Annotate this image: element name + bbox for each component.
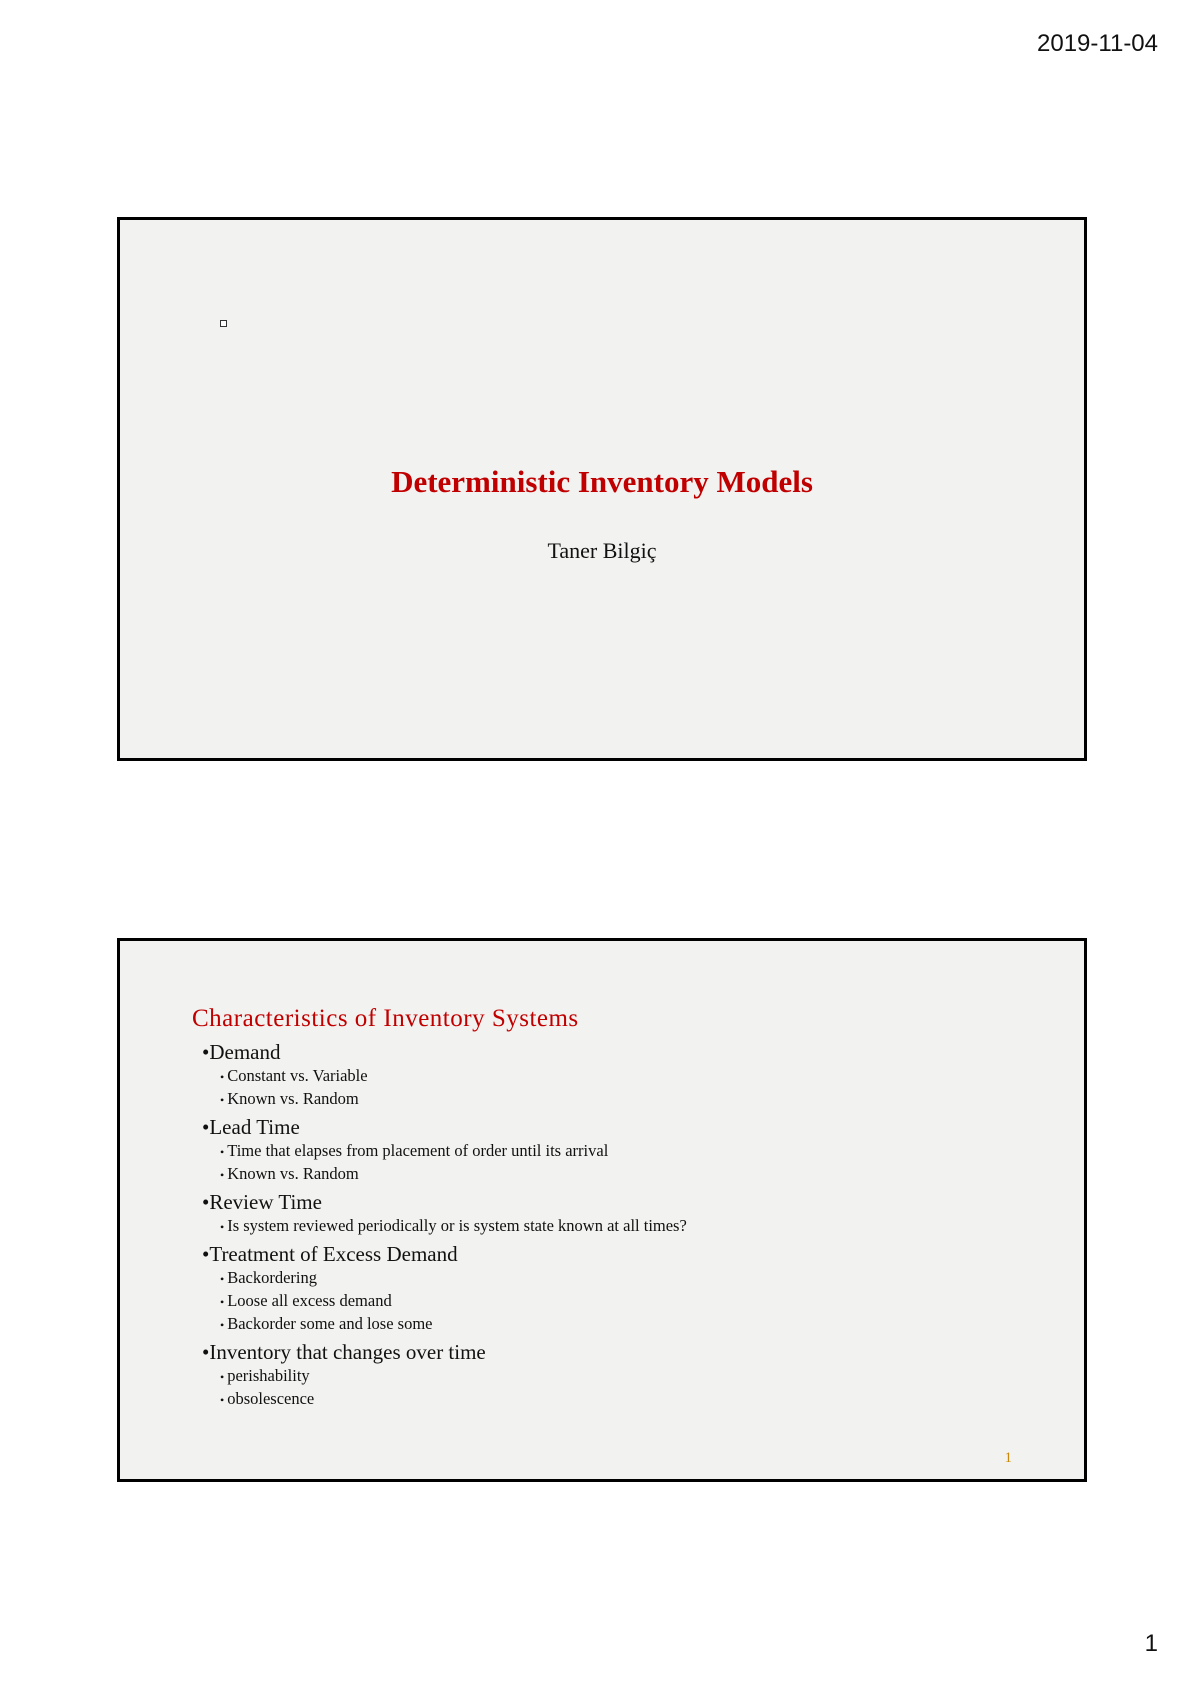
sub-bullet-text: obsolescence: [227, 1389, 315, 1408]
slide-number: 1: [1004, 1450, 1012, 1466]
sub-bullet-text: Known vs. Random: [227, 1089, 359, 1108]
slide-title: Characteristics of Inventory Systems: [192, 1005, 579, 1032]
bullet-demand: •Demand: [202, 1040, 281, 1064]
sub-bullet: • Backordering: [220, 1268, 318, 1287]
sub-bullet-text: perishability: [227, 1366, 310, 1385]
title-slide: [117, 217, 1087, 761]
sub-bullet: • Known vs. Random: [220, 1089, 359, 1108]
sub-bullet: • Known vs. Random: [220, 1164, 359, 1183]
sub-bullet-text: Constant vs. Variable: [227, 1066, 368, 1085]
sub-bullet-text: Loose all excess demand: [227, 1291, 392, 1310]
bullet-lead-time: •Lead Time: [202, 1115, 300, 1139]
sub-bullet: • Is system reviewed periodically or is system state known at all times?: [220, 1216, 687, 1235]
sub-bullet: • Backorder some and lose some: [220, 1314, 433, 1333]
sub-bullet-text: Backorder some and lose some: [227, 1314, 433, 1333]
sub-bullet: • Constant vs. Variable: [220, 1066, 368, 1085]
bullet-list: [202, 1039, 1002, 1411]
slide-author: Taner Bilgiç: [547, 538, 657, 563]
slide-title: Deterministic Inventory Models: [391, 464, 813, 499]
sub-bullet: • Time that elapses from placement of order until its arrival: [220, 1141, 609, 1160]
sub-bullet: • Loose all excess demand: [220, 1291, 392, 1310]
sub-bullet-text: Known vs. Random: [227, 1164, 359, 1183]
bullet-inventory-changes: •Inventory that changes over time: [202, 1340, 486, 1364]
placeholder-square-icon: [220, 320, 227, 327]
page-date: 2019-11-04: [1037, 30, 1158, 57]
sub-bullet-text: Backordering: [227, 1268, 318, 1287]
sub-bullet: • perishability: [220, 1366, 310, 1385]
content-slide: [117, 938, 1087, 1482]
bullet-review-time: •Review Time: [202, 1190, 322, 1214]
bullet-excess-demand: •Treatment of Excess Demand: [202, 1242, 458, 1266]
page-number: 1: [1144, 1630, 1158, 1657]
sub-bullet-text: Is system reviewed periodically or is system state known at all times?: [227, 1216, 687, 1235]
sub-bullet-text: Time that elapses from placement of order until its arrival: [227, 1141, 609, 1160]
sub-bullet: • obsolescence: [220, 1389, 315, 1408]
